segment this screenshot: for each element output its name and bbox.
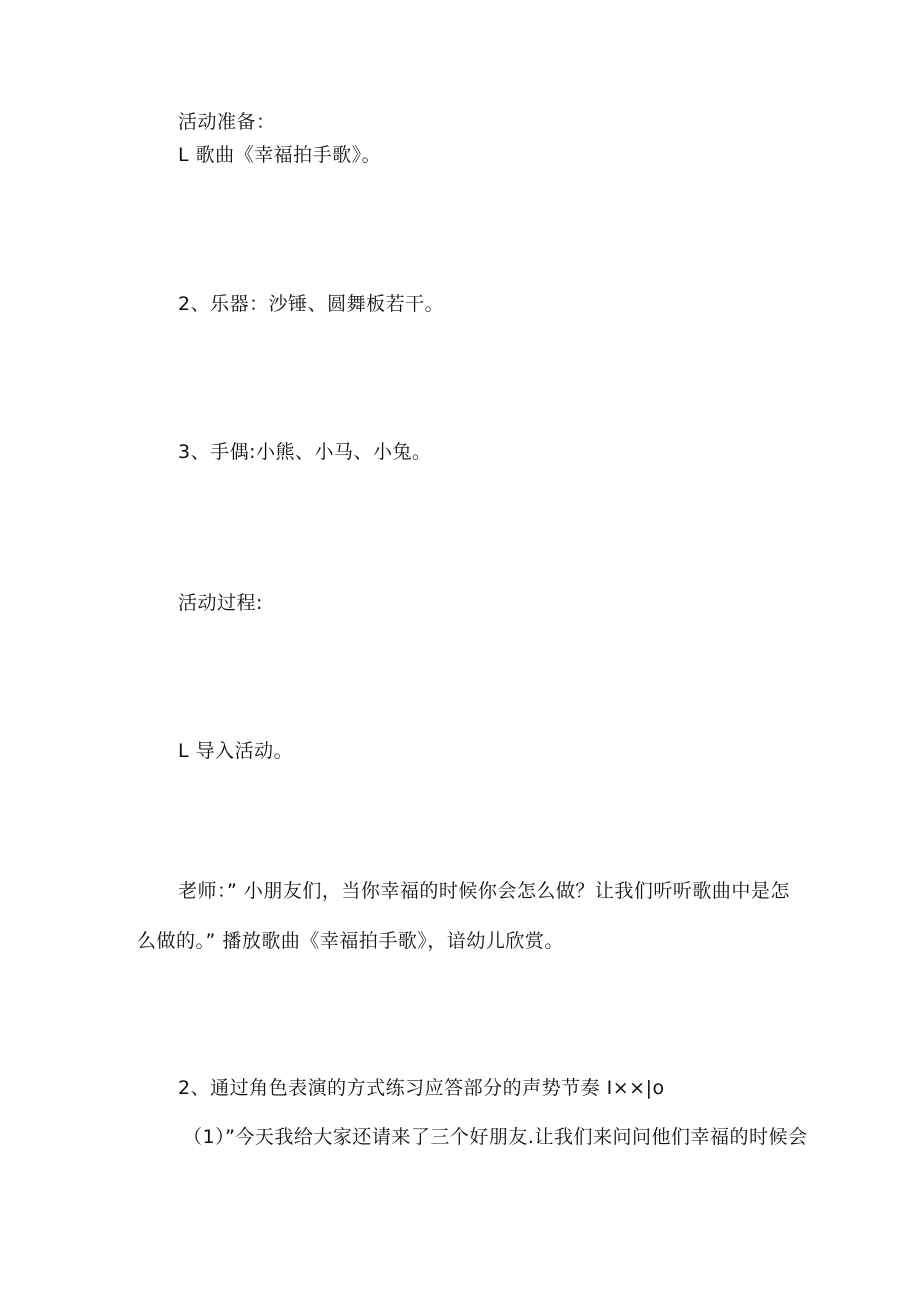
process-step-1: L 导入活动。 <box>178 740 294 762</box>
teacher-paragraph-line-1: 老师：” 小朋友们，当你幸福的时候你会怎么做？让我们听听歌曲中是怎 <box>178 880 790 902</box>
prep-item-instruments: 2、乐器：沙锤、圆舞板若干。 <box>178 293 445 315</box>
prep-item-song: L 歌曲《幸福拍手歌》。 <box>178 144 382 166</box>
prep-item-puppets: 3、手偶:小熊、小马、小兔。 <box>178 441 432 463</box>
process-step-2-sub-1: （1）”今天我给大家还请来了三个好朋友.让我们来问问他们幸福的时候会 <box>183 1126 808 1148</box>
process-heading: 活动过程: <box>178 592 263 614</box>
teacher-paragraph-line-2: 么做的。” 播放歌曲《幸福拍手歌》，谙幼儿欣赏。 <box>137 930 564 952</box>
process-step-2: 2、通过角色表演的方式练习应答部分的声势节奏 I××|o <box>178 1077 665 1099</box>
prep-heading: 活动准备： <box>178 111 276 133</box>
